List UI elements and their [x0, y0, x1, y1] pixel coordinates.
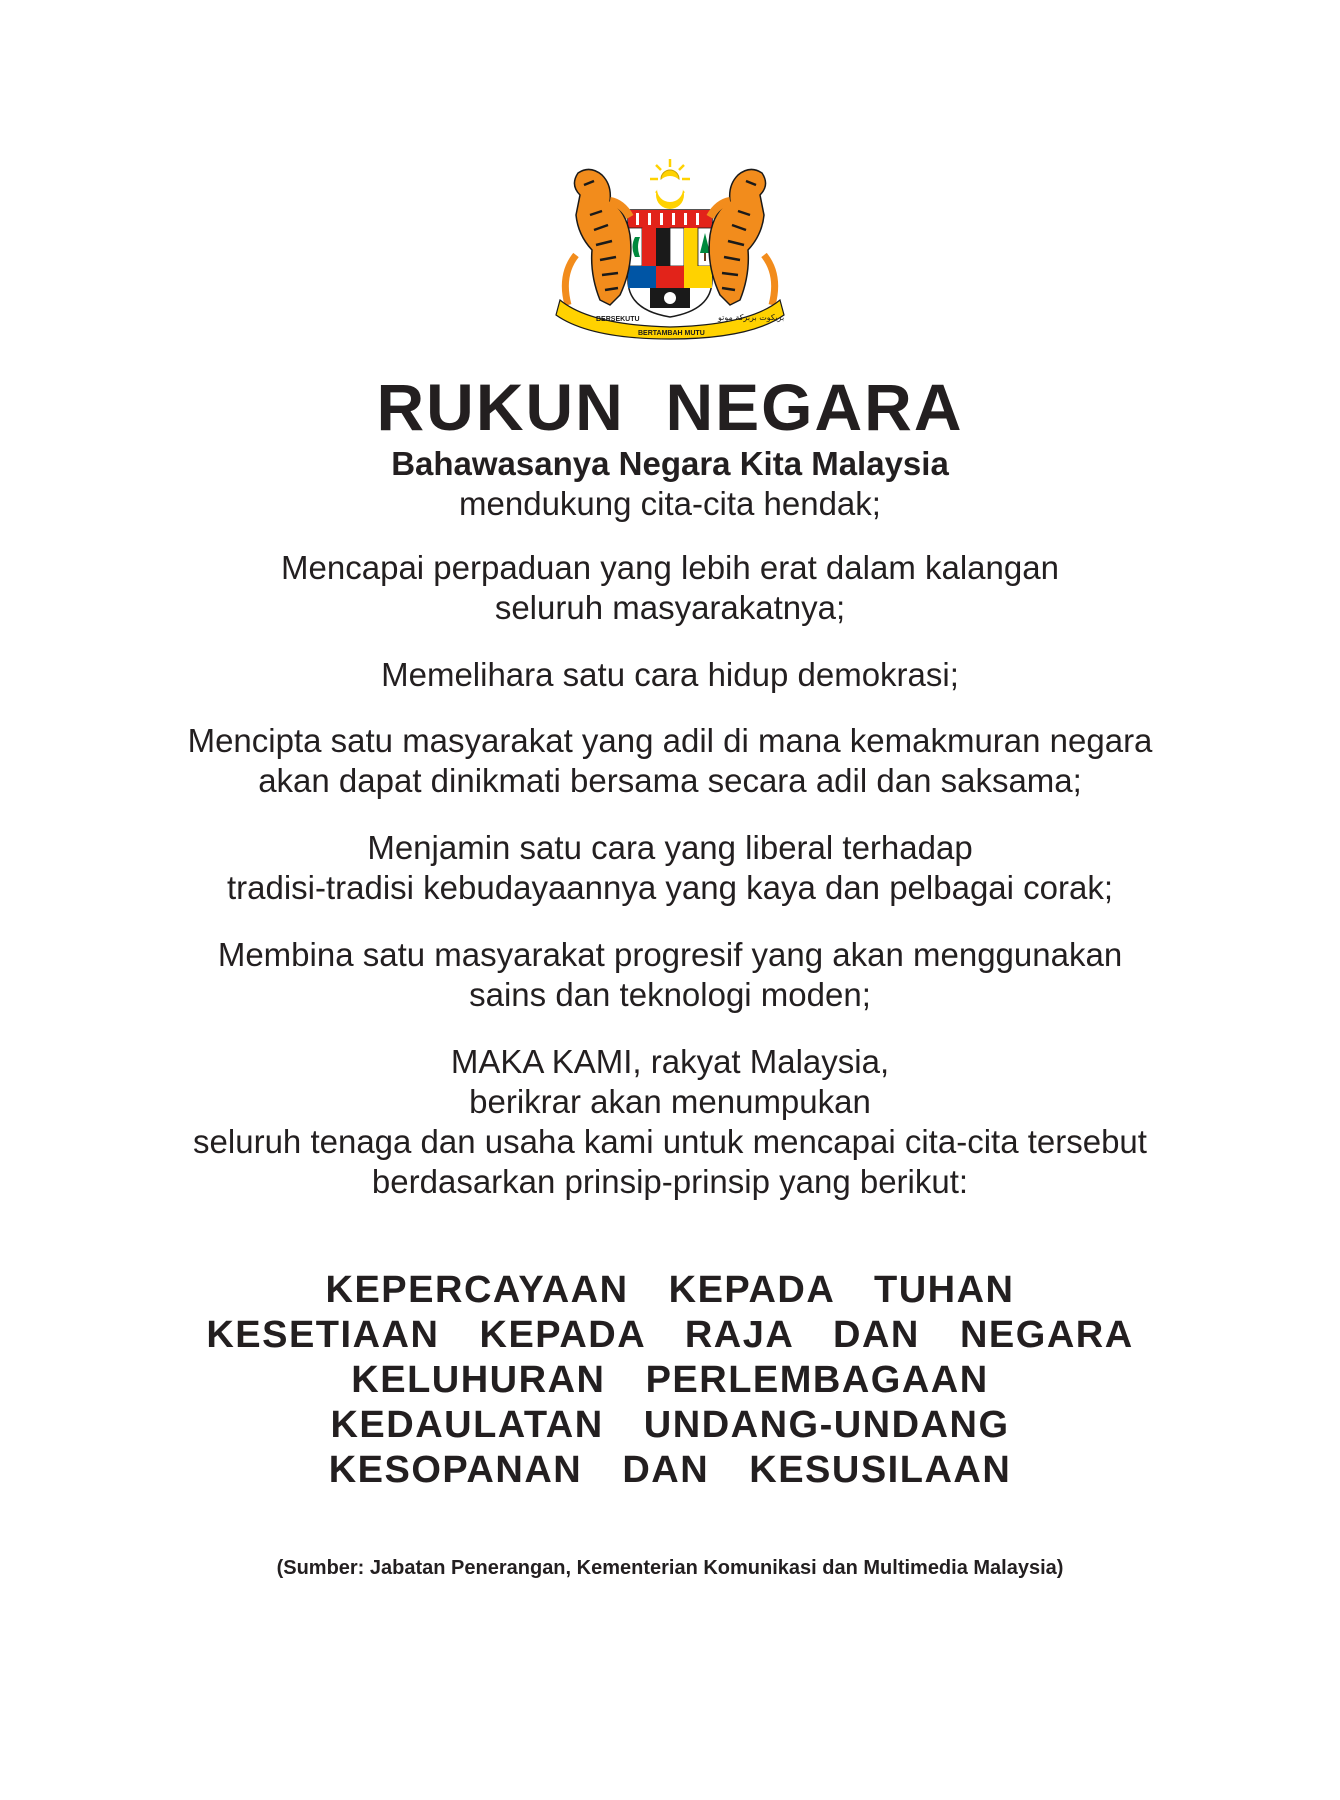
aim-line: sains dan teknologi moden; [469, 976, 871, 1013]
principle-item: KEPERCAYAAN KEPADA TUHAN [325, 1269, 1015, 1311]
malaysia-coat-of-arms-icon [550, 155, 790, 340]
right-tiger-icon [709, 169, 775, 305]
principle-item: KESETIAAN KEPADA RAJA DAN NEGARA [206, 1314, 1134, 1356]
aim-line: Menjamin satu cara yang liberal terhadap [367, 829, 973, 866]
aim-line: Membina satu masyarakat progresif yang akan menggunakan [217, 936, 1123, 973]
aim-line: Mencapai perpaduan yang lebih erat dalam kalangan [281, 549, 1059, 586]
aim-line: Mencipta satu masyarakat yang adil di mana kemakmuran negara [187, 722, 1153, 759]
principle-item: KELUHURAN PERLEMBAGAAN [351, 1359, 989, 1401]
crescent-icon [656, 176, 684, 209]
left-tiger-icon [565, 169, 631, 305]
principle-item: KESOPANAN DAN KESUSILAAN [328, 1449, 1012, 1491]
aim-4 [0, 828, 1340, 908]
aim-5 [0, 935, 1340, 1015]
motto-jawi: بريکوت بربرکة موتو [718, 313, 785, 322]
aim-3 [0, 721, 1340, 801]
pledge-line: MAKA KAMI, rakyat Malaysia, [450, 1043, 890, 1080]
page-title: RUKUN NEGARA [376, 370, 964, 444]
aim-line: akan dapat dinikmati bersama secara adil dan saksama; [258, 762, 1082, 799]
pledge-line: berikrar akan menumpukan [469, 1083, 871, 1120]
aim-2 [0, 655, 1340, 695]
motto-bottom: BERTAMBAH MUTU [638, 330, 705, 337]
shield-icon [628, 210, 712, 317]
pledge [0, 1042, 1340, 1202]
pledge-line: seluruh tenaga dan usaha kami untuk mencapai cita-cita tersebut [193, 1123, 1147, 1160]
aim-line: seluruh masyarakatnya; [494, 589, 846, 626]
principle-item: KEDAULATAN UNDANG-UNDANG [330, 1404, 1010, 1446]
pledge-line: berdasarkan prinsip-prinsip yang berikut: [371, 1163, 969, 1200]
preamble: mendukung cita-cita hendak; [459, 485, 881, 522]
motto-left: BERSEKUTU [596, 316, 640, 323]
principles-list [0, 1268, 1340, 1493]
aim-line: Memelihara satu cara hidup demokrasi; [381, 656, 959, 693]
source-citation: (Sumber: Jabatan Penerangan, Kementerian Komunikasi dan Multimedia Malaysia) [276, 1557, 1064, 1579]
subtitle: Bahawasanya Negara Kita Malaysia [391, 445, 949, 482]
aim-1 [0, 548, 1340, 628]
aim-line: tradisi-tradisi kebudayaannya yang kaya dan pelbagai corak; [226, 869, 1114, 906]
